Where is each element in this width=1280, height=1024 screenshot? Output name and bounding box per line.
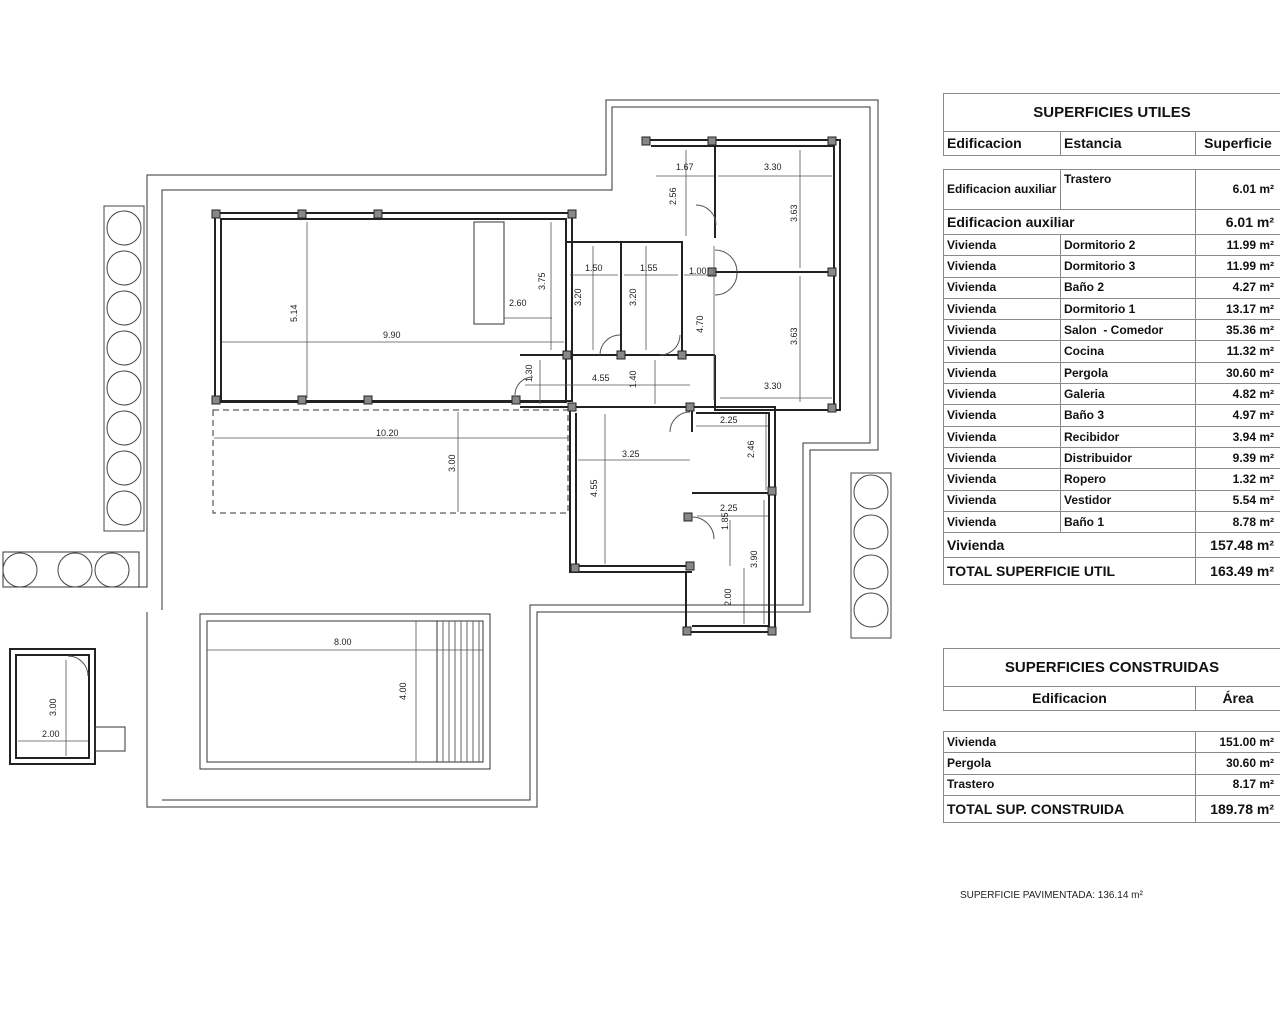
table-cell: 8.17 m² xyxy=(1196,774,1280,795)
dim-label: 5.14 xyxy=(289,304,299,322)
table-cell: Vivienda xyxy=(944,362,1061,383)
table-cell: 11.32 m² xyxy=(1196,341,1280,362)
total-value: 189.78 m² xyxy=(1196,795,1280,822)
table-cell: Distribuidor xyxy=(1061,447,1196,468)
table-cell: Baño 3 xyxy=(1061,405,1196,426)
dim-label: 3.75 xyxy=(537,272,547,290)
dim-label: 3.20 xyxy=(628,288,638,306)
dim-label: 2.56 xyxy=(668,187,678,205)
dim-label: 3.00 xyxy=(48,698,58,716)
table-cell: 13.17 m² xyxy=(1196,298,1280,319)
dim-label: 3.00 xyxy=(447,454,457,472)
house-walls xyxy=(215,140,840,632)
table-cell: Vivienda xyxy=(944,341,1061,362)
col-header-area: Área xyxy=(1196,687,1280,711)
superficies-utiles-table xyxy=(943,93,1280,585)
table-cell: Vivienda xyxy=(944,490,1061,511)
dim-label: 1.00 xyxy=(689,266,707,276)
dim-label: 1.67 xyxy=(676,162,694,172)
dim-label: 4.55 xyxy=(592,373,610,383)
table-cell: Trastero xyxy=(1061,170,1196,210)
dim-label: 3.30 xyxy=(764,381,782,391)
table-cell: Dormitorio 3 xyxy=(1061,256,1196,277)
table-cell: Vivienda xyxy=(944,732,1196,753)
table-cell: Edificacion auxiliar xyxy=(944,170,1061,210)
dim-label: 2.00 xyxy=(723,588,733,606)
dim-label: 2.25 xyxy=(720,503,738,513)
table-cell: Galeria xyxy=(1061,384,1196,405)
table-cell: Pergola xyxy=(1061,362,1196,383)
paved-surface-note: SUPERFICIE PAVIMENTADA: 136.14 m² xyxy=(960,890,1143,901)
doors xyxy=(515,205,737,539)
table-cell: Salon - Comedor xyxy=(1061,320,1196,341)
dim-label: 4.00 xyxy=(398,682,408,700)
table-cell: Dormitorio 2 xyxy=(1061,235,1196,256)
table-cell: Vivienda xyxy=(944,320,1061,341)
table-cell: 151.00 m² xyxy=(1196,732,1280,753)
table-cell: 30.60 m² xyxy=(1196,753,1280,774)
table-title: SUPERFICIES CONSTRUIDAS xyxy=(944,649,1280,687)
dim-label: 10.20 xyxy=(376,428,399,438)
table-cell: Vivienda xyxy=(944,447,1061,468)
dim-label: 1.50 xyxy=(585,263,603,273)
table-cell: Vivienda xyxy=(944,405,1061,426)
table-cell: Cocina xyxy=(1061,341,1196,362)
table-cell: Vestidor xyxy=(1061,490,1196,511)
table-cell: 8.78 m² xyxy=(1196,511,1280,532)
table-cell: 4.27 m² xyxy=(1196,277,1280,298)
col-header-edificacion: Edificacion xyxy=(944,687,1196,711)
dimension-lines xyxy=(18,150,832,762)
table-cell: Vivienda xyxy=(944,426,1061,447)
dim-label: 2.46 xyxy=(746,440,756,458)
table-cell: 11.99 m² xyxy=(1196,256,1280,277)
table-cell: 1.32 m² xyxy=(1196,469,1280,490)
dim-label: 3.63 xyxy=(789,327,799,345)
table-cell: 6.01 m² xyxy=(1196,170,1280,210)
table-cell: Vivienda xyxy=(944,384,1061,405)
columns xyxy=(212,137,836,635)
table-cell: Baño 2 xyxy=(1061,277,1196,298)
table-cell: Vivienda xyxy=(944,256,1061,277)
col-header-edificacion: Edificacion xyxy=(944,132,1061,156)
table-cell: Pergola xyxy=(944,753,1196,774)
table-cell: Trastero xyxy=(944,774,1196,795)
subtotal-label: Vivienda xyxy=(944,533,1196,558)
dim-label: 9.90 xyxy=(383,330,401,340)
table-cell: 30.60 m² xyxy=(1196,362,1280,383)
table-cell: 3.94 m² xyxy=(1196,426,1280,447)
pergola-outline xyxy=(213,410,568,513)
dim-label: 4.55 xyxy=(589,479,599,497)
table-cell: Vivienda xyxy=(944,469,1061,490)
subtotal-value: 6.01 m² xyxy=(1196,210,1280,235)
table-cell: 11.99 m² xyxy=(1196,235,1280,256)
dim-label: 1.55 xyxy=(640,263,658,273)
table-cell: 9.39 m² xyxy=(1196,447,1280,468)
table-cell: Vivienda xyxy=(944,277,1061,298)
dim-label: 3.90 xyxy=(749,550,759,568)
dim-label: 3.63 xyxy=(789,204,799,222)
col-header-estancia: Estancia xyxy=(1061,132,1196,156)
dim-label: 1.85 xyxy=(720,512,730,530)
dim-label: 4.70 xyxy=(695,315,705,333)
dim-label: 8.00 xyxy=(334,637,352,647)
table-cell: Ropero xyxy=(1061,469,1196,490)
dim-label: 3.30 xyxy=(764,162,782,172)
col-header-superficie: Superficie xyxy=(1196,132,1280,156)
table-cell: Vivienda xyxy=(944,235,1061,256)
terrace-outline-inner xyxy=(162,107,870,800)
aux-door xyxy=(68,656,88,676)
table-cell: Baño 1 xyxy=(1061,511,1196,532)
table-title: SUPERFICIES UTILES xyxy=(944,94,1280,132)
superficies-construidas-table xyxy=(943,648,1280,823)
dim-label: 1.30 xyxy=(524,364,534,382)
total-label: TOTAL SUP. CONSTRUIDA xyxy=(944,795,1196,822)
subtotal-label: Edificacion auxiliar xyxy=(944,210,1196,235)
table-cell: Dormitorio 1 xyxy=(1061,298,1196,319)
dim-label: 2.60 xyxy=(509,298,527,308)
dim-label: 3.20 xyxy=(573,288,583,306)
dim-label: 1.40 xyxy=(628,370,638,388)
total-value: 163.49 m² xyxy=(1196,558,1280,585)
table-cell: Vivienda xyxy=(944,511,1061,532)
dimension-labels xyxy=(42,162,799,739)
dim-label: 3.25 xyxy=(622,449,640,459)
table-cell: 5.54 m² xyxy=(1196,490,1280,511)
total-label: TOTAL SUPERFICIE UTIL xyxy=(944,558,1196,585)
dim-label: 2.25 xyxy=(720,415,738,425)
table-cell: Recibidor xyxy=(1061,426,1196,447)
kitchen-island xyxy=(474,222,504,324)
subtotal-value: 157.48 m² xyxy=(1196,533,1280,558)
table-cell: 4.82 m² xyxy=(1196,384,1280,405)
planters xyxy=(3,206,891,638)
table-cell: 4.97 m² xyxy=(1196,405,1280,426)
table-cell: 35.36 m² xyxy=(1196,320,1280,341)
table-cell: Vivienda xyxy=(944,298,1061,319)
dim-label: 2.00 xyxy=(42,729,60,739)
aux-step xyxy=(95,727,125,751)
